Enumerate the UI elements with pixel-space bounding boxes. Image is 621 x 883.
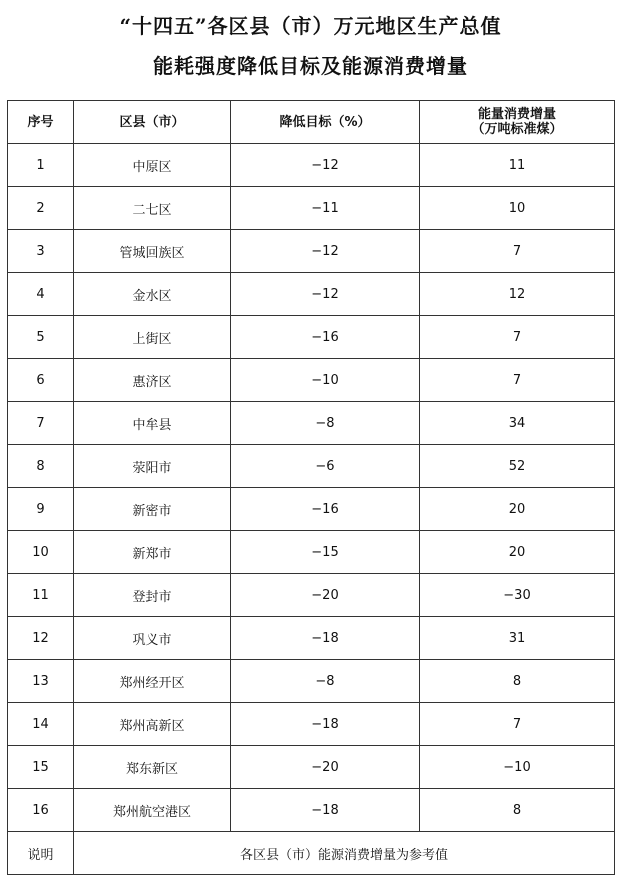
cell-district: 郑州经开区 [74,660,231,703]
cell-increment: −30 [420,574,615,617]
cell-district: 上街区 [74,316,231,359]
cell-target: −18 [231,789,420,832]
table-row [8,144,615,187]
cell-district: 管城回族区 [74,230,231,273]
cell-target: −8 [231,660,420,703]
header-no: 序号 [8,101,74,144]
cell-increment: 31 [420,617,615,660]
table-row [8,359,615,402]
table-header-row [8,101,615,144]
cell-district: 新密市 [74,488,231,531]
cell-no: 5 [8,316,74,359]
header-increment-line1: 能量消费增量 [477,107,556,122]
cell-increment: 34 [420,402,615,445]
table-row [8,574,615,617]
cell-increment: 7 [420,230,615,273]
cell-increment: 7 [420,359,615,402]
table-row [8,316,615,359]
table-row [8,230,615,273]
table-row [8,488,615,531]
cell-no: 13 [8,660,74,703]
cell-target: −20 [231,574,420,617]
table-row [8,660,615,703]
cell-target: −10 [231,359,420,402]
cell-no: 3 [8,230,74,273]
table-row [8,402,615,445]
table-row [8,273,615,316]
cell-target: −8 [231,402,420,445]
title-line-1: “十四五”各区县（市）万元地区生产总值 [119,14,502,38]
cell-increment: 52 [420,445,615,488]
cell-no: 9 [8,488,74,531]
header-target: 降低目标（%） [231,101,420,144]
cell-district: 郑州高新区 [74,703,231,746]
cell-target: −20 [231,746,420,789]
cell-increment: 8 [420,789,615,832]
cell-no: 12 [8,617,74,660]
cell-target: −16 [231,316,420,359]
cell-no: 1 [8,144,74,187]
cell-target: −6 [231,445,420,488]
cell-district: 二七区 [74,187,231,230]
table-row [8,187,615,230]
header-increment-line2: （万吨标准煤） [471,122,563,137]
cell-district: 惠济区 [74,359,231,402]
cell-no: 7 [8,402,74,445]
cell-district: 荥阳市 [74,445,231,488]
cell-district: 巩义市 [74,617,231,660]
cell-increment: 20 [420,531,615,574]
cell-target: −12 [231,273,420,316]
cell-no: 6 [8,359,74,402]
note-text: 各区县（市）能源消费增量为参考值 [74,832,615,875]
cell-no: 10 [8,531,74,574]
cell-district: 登封市 [74,574,231,617]
cell-no: 15 [8,746,74,789]
cell-target: −15 [231,531,420,574]
title-line-2: 能耗强度降低目标及能源消费增量 [153,54,468,78]
table-row [8,531,615,574]
cell-district: 中原区 [74,144,231,187]
cell-increment: 7 [420,703,615,746]
cell-district: 新郑市 [74,531,231,574]
cell-increment: 8 [420,660,615,703]
document-title [0,6,621,86]
header-increment [420,101,615,144]
header-district: 区县（市） [74,101,231,144]
cell-increment: 12 [420,273,615,316]
cell-no: 4 [8,273,74,316]
cell-target: −16 [231,488,420,531]
cell-district: 中牟县 [74,402,231,445]
note-label: 说明 [8,832,74,875]
table-row [8,445,615,488]
cell-district: 郑东新区 [74,746,231,789]
cell-target: −18 [231,617,420,660]
cell-target: −12 [231,144,420,187]
table-row [8,617,615,660]
cell-target: −18 [231,703,420,746]
cell-target: −11 [231,187,420,230]
cell-no: 2 [8,187,74,230]
table-row [8,789,615,832]
note-row [8,832,615,875]
cell-district: 金水区 [74,273,231,316]
cell-no: 14 [8,703,74,746]
cell-district: 郑州航空港区 [74,789,231,832]
cell-no: 8 [8,445,74,488]
cell-no: 16 [8,789,74,832]
table-row [8,703,615,746]
table-row [8,746,615,789]
cell-no: 11 [8,574,74,617]
cell-increment: −10 [420,746,615,789]
cell-increment: 11 [420,144,615,187]
cell-target: −12 [231,230,420,273]
cell-increment: 7 [420,316,615,359]
cell-increment: 20 [420,488,615,531]
cell-increment: 10 [420,187,615,230]
targets-table [7,100,615,875]
